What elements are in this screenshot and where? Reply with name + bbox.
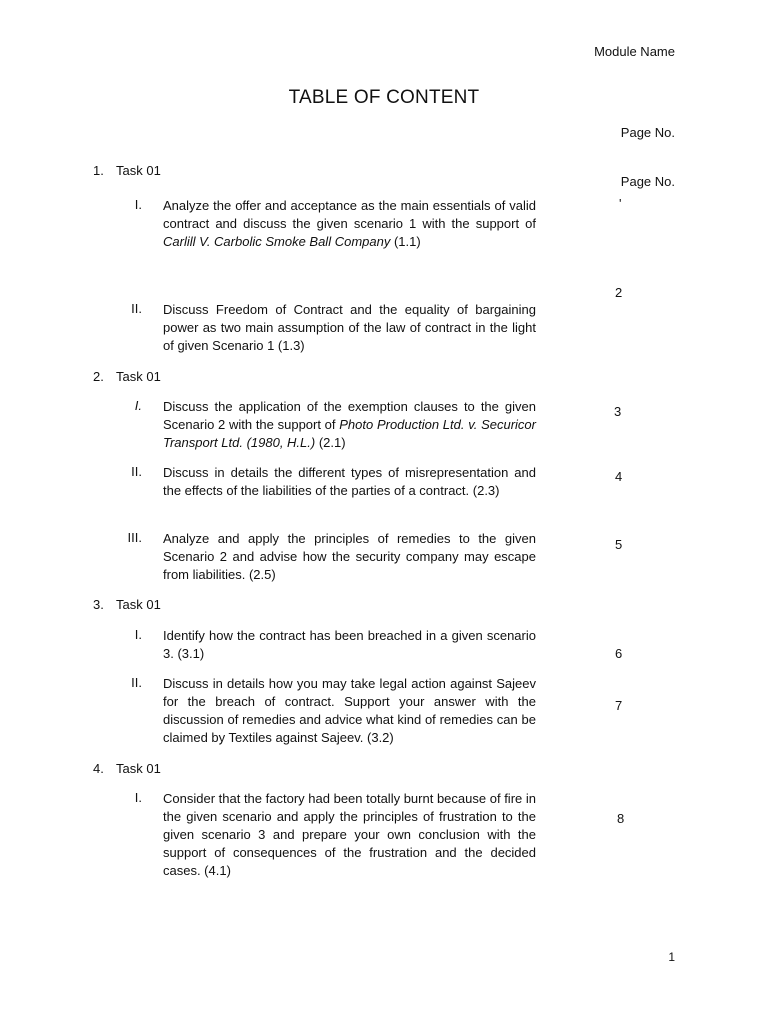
entry-numeral: I. xyxy=(134,197,142,212)
task-heading xyxy=(93,369,161,384)
entry-page-number: 8 xyxy=(617,811,625,826)
entry-text: Discuss in details the different types of misrepresentation and the effects of the liabilities of the parties of a contract. (2.3) xyxy=(163,465,536,498)
entry-numeral: I. xyxy=(134,627,142,642)
module-name: Module Name xyxy=(594,44,675,59)
entry-page-number: 2 xyxy=(615,285,623,300)
page-no-header: Page No. xyxy=(620,174,675,189)
entry-page-number: 7 xyxy=(615,698,623,713)
entry-numeral: II. xyxy=(131,675,142,690)
task-label: Task 01 xyxy=(116,163,161,178)
stray-mark: ' xyxy=(619,196,622,211)
entry-numeral: III. xyxy=(127,530,142,545)
task-number: 3. xyxy=(93,597,104,612)
entry-numeral: II. xyxy=(131,301,142,316)
task-number: 1. xyxy=(93,163,104,178)
entry-text: Discuss Freedom of Contract and the equality of bargaining power as two main assumption of the law of contract in the light of given Scenario 1 (1.3) xyxy=(163,302,536,353)
entry-text: Analyze the offer and acceptance as the main essentials of valid contract and discuss the given scenario 1 with the support of Carlill V. Carbolic Smoke Ball Company (1.1) xyxy=(163,198,536,249)
entry-page-number: 4 xyxy=(615,469,623,484)
task-number: 2. xyxy=(93,369,104,384)
entry-text: Discuss the application of the exemption clauses to the given Scenario 2 with the support of Photo Production Ltd. v. Securicor Transport Ltd. (1980, H.L.) (2.1) xyxy=(163,399,536,450)
task-heading xyxy=(93,761,161,776)
entry-numeral: II. xyxy=(131,464,142,479)
page-title: TABLE OF CONTENT xyxy=(288,87,480,108)
entry-text: Discuss in details how you may take legal action against Sajeev for the breach of contract. Support your answer with the discussion of remedies and advice what kind of remedies can be claimed by Textiles against Sajeev. (3.2) xyxy=(163,676,536,745)
task-label: Task 01 xyxy=(116,369,161,384)
entry-numeral: I. xyxy=(134,398,142,413)
task-heading xyxy=(93,163,161,178)
footer-page-number: 1 xyxy=(668,950,675,964)
task-number: 4. xyxy=(93,761,104,776)
task-label: Task 01 xyxy=(116,597,161,612)
page-no-header: Page No. xyxy=(620,125,675,140)
entry-page-number: 3 xyxy=(614,404,622,419)
entry-numeral: I. xyxy=(134,790,142,805)
task-label: Task 01 xyxy=(116,761,161,776)
entry-text: Consider that the factory had been totally burnt because of fire in the given scenario and apply the principles of frustration to the given scenario 3 and prepare your own conclusion with the support of consequences of the frustration and the decided cases. (4.1) xyxy=(163,791,536,878)
entry-text: Analyze and apply the principles of remedies to the given Scenario 2 and advise how the security company may escape from liabilities. (2.5) xyxy=(163,531,536,582)
entry-page-number: 6 xyxy=(615,646,623,661)
entry-text: Identify how the contract has been breached in a given scenario 3. (3.1) xyxy=(163,628,536,661)
entry-page-number: 5 xyxy=(615,537,623,552)
task-heading xyxy=(93,597,161,612)
